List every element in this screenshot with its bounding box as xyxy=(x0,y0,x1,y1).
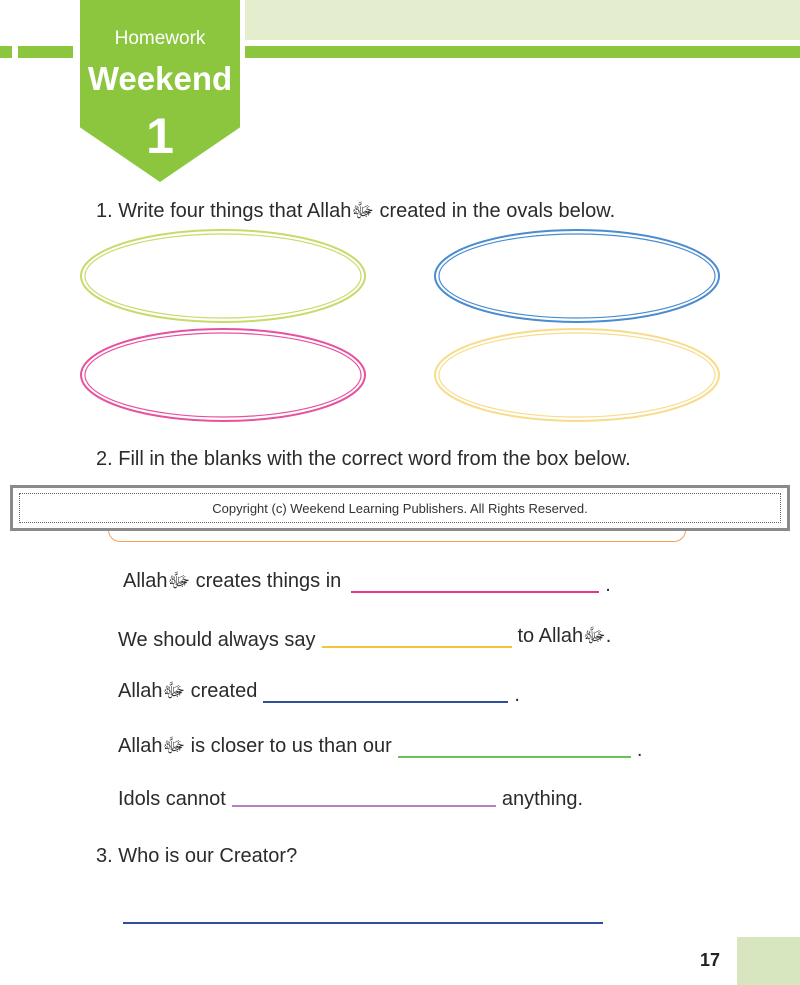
blank-4[interactable] xyxy=(398,756,631,758)
sentence-1 xyxy=(123,568,611,597)
sentence-4-before: Allahﷻ is closer to us than our xyxy=(118,735,392,757)
sentence-3-before: Allahﷻ created xyxy=(118,680,258,702)
oval-3[interactable] xyxy=(81,329,365,421)
oval-2[interactable] xyxy=(435,230,719,322)
page-number-box xyxy=(737,937,800,985)
badge-title: Weekend xyxy=(87,60,233,97)
sentence-1-after: . xyxy=(605,574,611,596)
blank-1[interactable] xyxy=(351,591,599,593)
sentence-1-before: Allahﷻ creates things in xyxy=(123,570,342,592)
page-number: 17 xyxy=(700,950,721,970)
sentence-2-after: to Allahﷻ. xyxy=(517,625,612,647)
sentence-2-before: We should always say xyxy=(118,629,316,651)
sentence-3 xyxy=(118,678,520,707)
sentence-5-after: anything. xyxy=(501,788,584,810)
sentence-4-after: . xyxy=(636,739,643,761)
oval-1[interactable] xyxy=(81,230,365,322)
blank-5[interactable] xyxy=(232,805,496,807)
sentence-2 xyxy=(118,623,611,652)
question-2: 2. Fill in the blanks with the correct word from the box below. xyxy=(96,448,631,470)
sentence-3-after: . xyxy=(514,684,520,706)
sentence-4 xyxy=(118,733,642,762)
copyright-box xyxy=(10,485,790,531)
blank-3[interactable] xyxy=(263,701,508,703)
question-3: 3. Who is our Creator? xyxy=(96,845,298,867)
badge-label: Homework xyxy=(114,28,206,49)
answer-line[interactable] xyxy=(123,922,603,924)
sentence-5-before: Idols cannot xyxy=(118,788,226,810)
oval-4[interactable] xyxy=(435,329,719,421)
badge-number: 1 xyxy=(146,108,174,164)
sentence-5 xyxy=(118,788,583,811)
question-1: 1. Write four things that Allahﷻ created in the ovals below. xyxy=(96,200,616,222)
blank-2[interactable] xyxy=(322,646,512,648)
copyright-text: Copyright (c) Weekend Learning Publishers. All Rights Reserved. xyxy=(19,493,781,523)
